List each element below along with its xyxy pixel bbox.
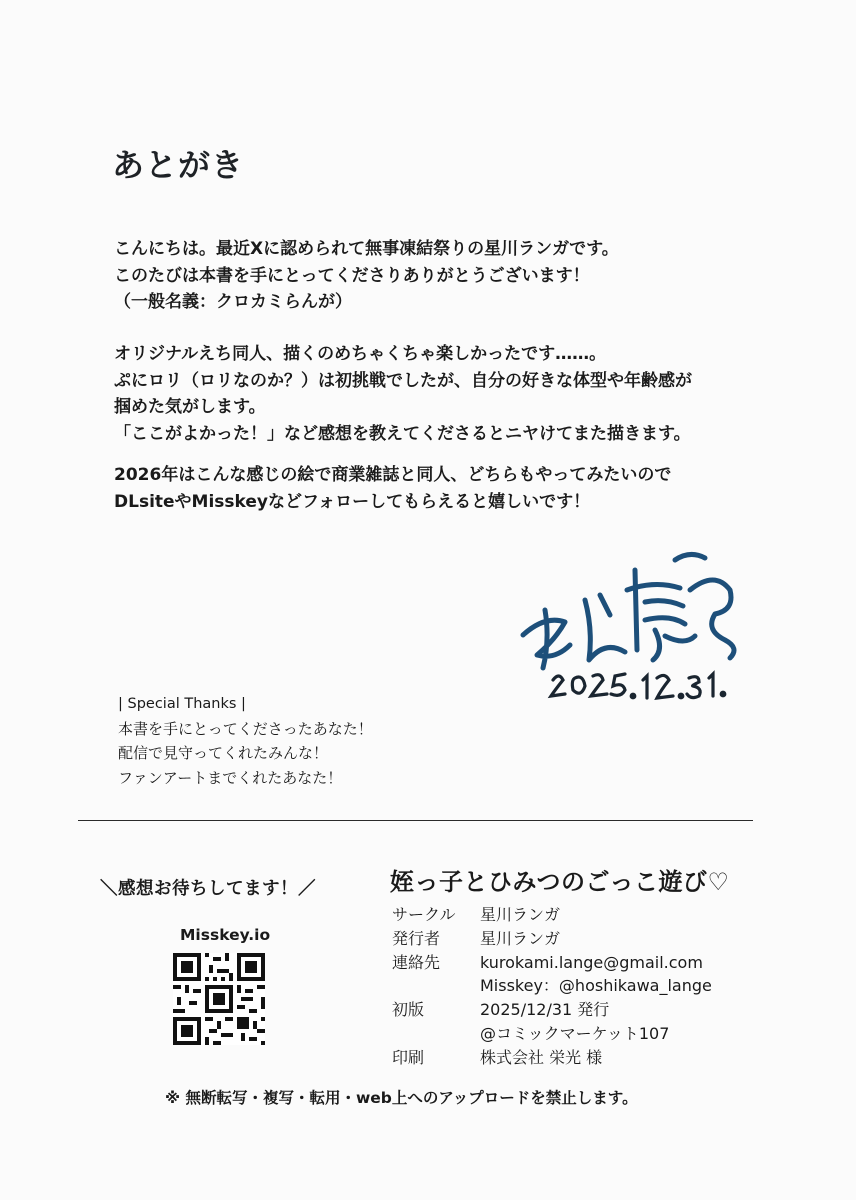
paragraph-line: こんにちは。最近Xに認められて無事凍結祭りの星川ランガです。 (114, 239, 619, 259)
colophon-key: サークル (392, 905, 456, 924)
paragraph-line: 掴めた気がします。 (114, 397, 266, 417)
special-thanks (118, 692, 373, 790)
afterword-title: あとがき (112, 146, 245, 184)
special-thanks-heading: | Special Thanks | (118, 696, 246, 712)
thanks-line: 本書を手にとってくださったあなた！ (118, 719, 373, 738)
colophon-row (392, 927, 712, 951)
paragraph-line: 「ここがよかった！」など感想を教えてくださるとニヤけてまた描きます。 (114, 423, 691, 444)
afterword-paragraph-3 (114, 462, 671, 515)
paragraph-line: このたびは本書を手にとってくださりありがとうございます！ (114, 265, 590, 286)
colophon-value: 星川ランガ (480, 905, 561, 924)
colophon-value: kurokami.lange@gmail.com (480, 952, 703, 972)
paragraph-line: DLsiteやMisskeyなどフォローしてもらえると嬉しいです！ (114, 491, 591, 512)
colophon-value: @コミックマーケット107 (480, 1023, 670, 1043)
thanks-line: 配信で見守ってくれたみんな！ (118, 744, 329, 762)
colophon-row (392, 998, 712, 1022)
colophon-value: 2025/12/31 発行 (480, 1000, 610, 1020)
paragraph-line: （一般名義：クロカミらんが） (114, 292, 352, 312)
copyright-notice: ※ 無断転写・複写・転用・web上へのアップロードを禁止します。 (165, 1089, 638, 1107)
paragraph-line: ぷにロリ（ロリなのか？）は初挑戦でしたが、自分の好きな体型や年齢感が (114, 370, 692, 391)
paragraph-line: オリジナルえち同人、描くのめちゃくちゃ楽しかったです……。 (114, 344, 607, 364)
colophon-table (392, 903, 712, 1070)
paragraph-line: 2026年はこんな感じの絵で商業雑誌と同人、どちらもやってみたいので (114, 465, 672, 485)
colophon-row (392, 1046, 712, 1070)
colophon-row (392, 974, 712, 998)
colophon-row (392, 903, 712, 927)
colophon-row (392, 951, 712, 975)
colophon-key (392, 1022, 480, 1046)
qr-code-icon[interactable] (173, 953, 265, 1045)
colophon-key: 発行者 (392, 928, 441, 948)
misskey-label: Misskey.io (180, 926, 271, 944)
handwritten-signature (515, 540, 755, 710)
feedback-callout: ＼感想お待ちしてます！／ (100, 879, 316, 899)
colophon-key: 初版 (392, 1000, 425, 1020)
afterword-paragraph-2 (114, 341, 692, 447)
book-title: 姪っ子とひみつのごっこ遊び♡ (390, 868, 730, 896)
colophon-value: 星川ランガ (480, 928, 561, 948)
colophon-key: 印刷 (392, 1047, 425, 1067)
section-divider (78, 820, 753, 821)
colophon-key (392, 974, 480, 998)
colophon-key: 連絡先 (392, 952, 441, 972)
colophon-row (392, 1022, 712, 1046)
colophon-value: 株式会社 栄光 様 (480, 1047, 603, 1067)
colophon-value: Misskey：@hoshikawa_lange (480, 976, 712, 996)
afterword-paragraph-1 (114, 236, 619, 316)
thanks-line: ファンアートまでくれたあなた！ (118, 768, 343, 787)
